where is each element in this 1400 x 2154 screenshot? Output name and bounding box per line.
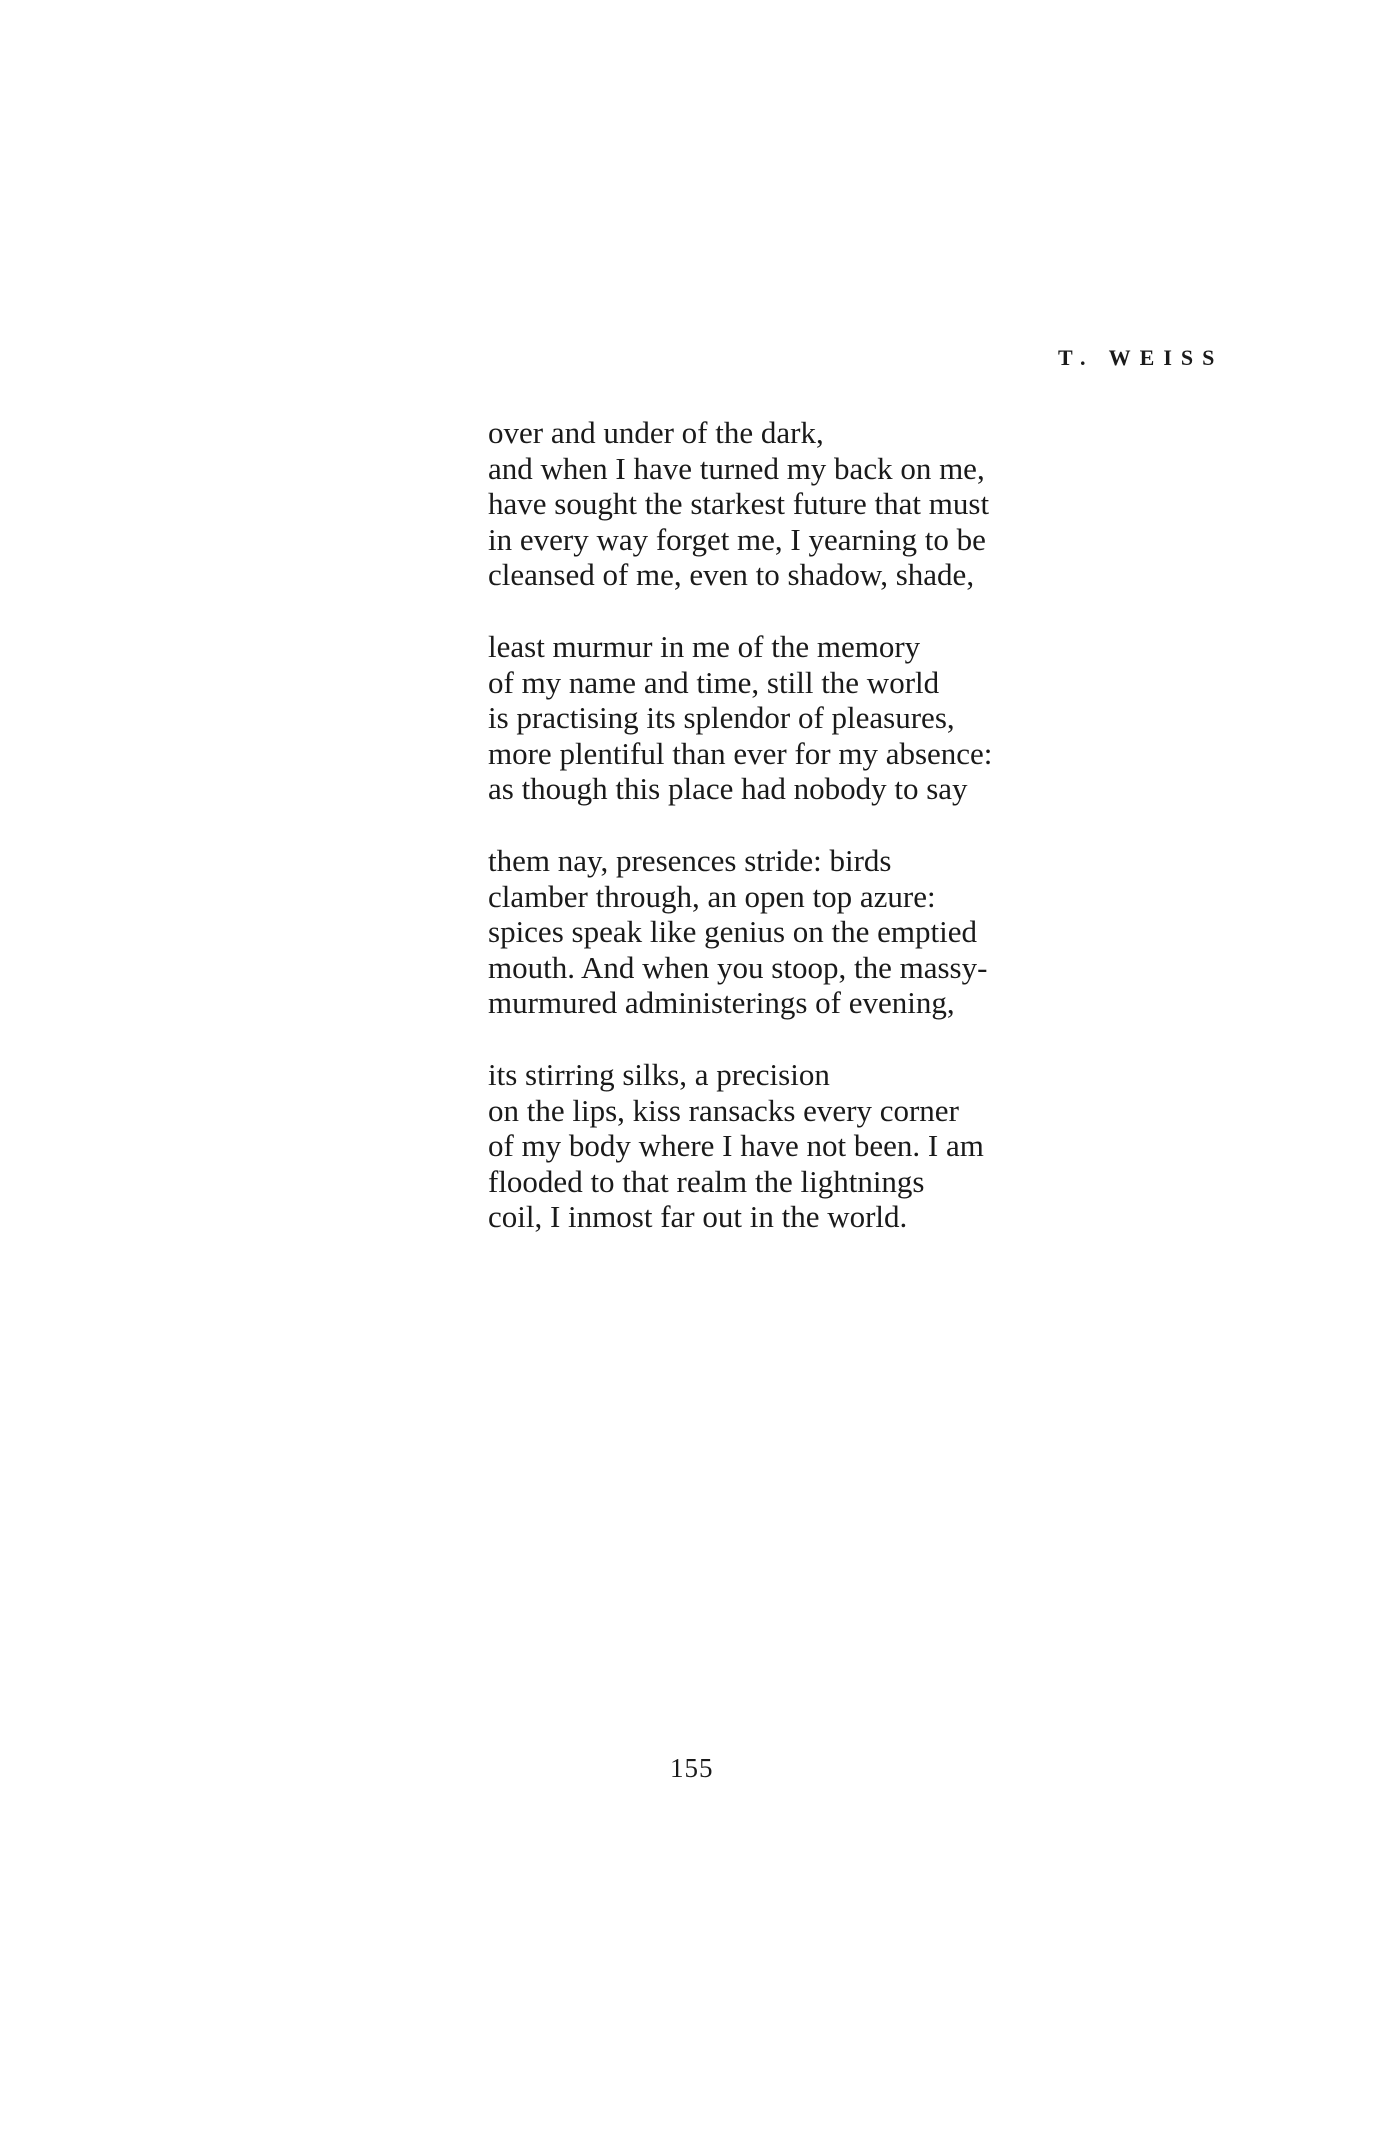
- poem-line: more plentiful than ever for my absence:: [488, 735, 993, 771]
- poem-line: flooded to that realm the lightnings: [488, 1163, 925, 1199]
- page-number: 155: [670, 1753, 714, 1783]
- poem-line: mouth. And when you stoop, the massy-: [488, 949, 988, 985]
- poem-line: least murmur in me of the memory: [488, 628, 921, 664]
- stanza-1: [488, 415, 1088, 593]
- poem-line: of my name and time, still the world: [488, 664, 940, 700]
- poem-line: as though this place had nobody to say: [488, 771, 968, 807]
- poem-line: them nay, presences stride: birds: [488, 842, 892, 878]
- stanza-2: [488, 629, 1088, 807]
- poem-line: coil, I inmost far out in the world.: [488, 1199, 908, 1235]
- poem-line: cleansed of me, even to shadow, shade,: [488, 557, 975, 593]
- running-head-author: T. WEISS: [1058, 345, 1224, 370]
- poem-line: murmured administerings of evening,: [488, 985, 955, 1021]
- poem-line: clamber through, an open top azure:: [488, 878, 936, 914]
- poem-line: its stirring silks, a precision: [488, 1056, 830, 1092]
- poem-line: and when I have turned my back on me,: [488, 450, 985, 486]
- stanza-4: [488, 1057, 1088, 1235]
- stanza-3: [488, 843, 1088, 1021]
- poem-line: in every way forget me, I yearning to be: [488, 521, 986, 557]
- poem-body: [488, 415, 1088, 1271]
- poem-line: on the lips, kiss ransacks every corner: [488, 1092, 959, 1128]
- poem-line: spices speak like genius on the emptied: [488, 914, 977, 950]
- poem-line: of my body where I have not been. I am: [488, 1128, 984, 1164]
- poem-line: is practising its splendor of pleasures,: [488, 700, 955, 736]
- poem-line: over and under of the dark,: [488, 415, 824, 450]
- poem-line: have sought the starkest future that must: [488, 486, 990, 522]
